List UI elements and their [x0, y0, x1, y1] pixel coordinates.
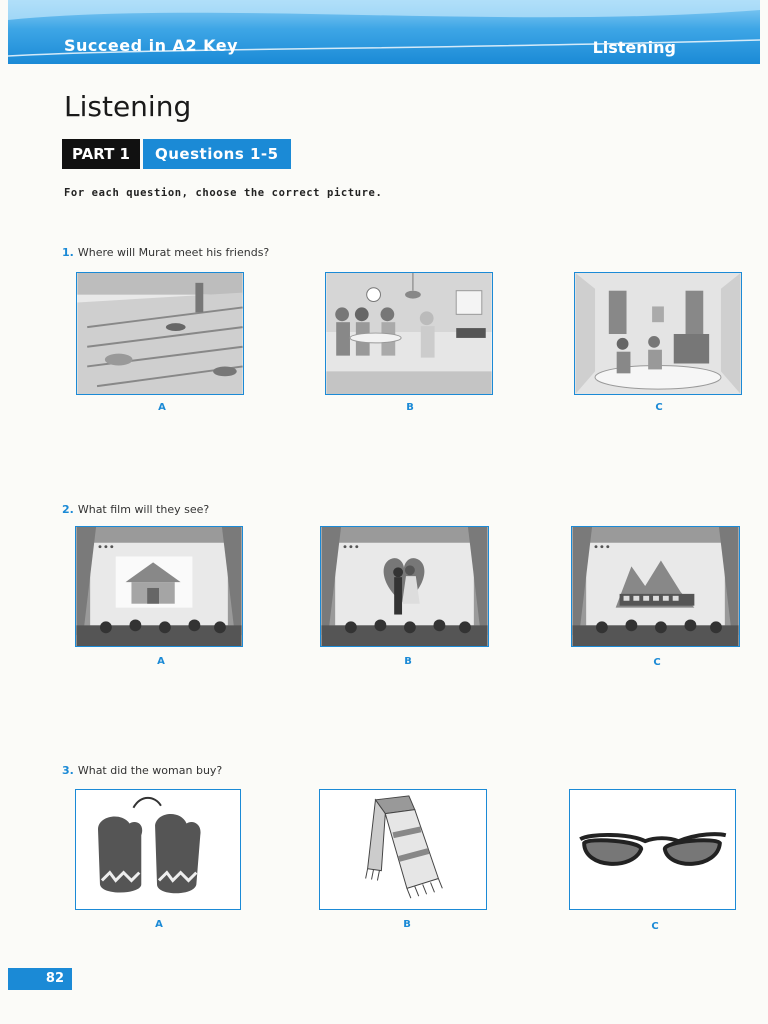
question-3: [62, 764, 222, 777]
option-letter: A: [155, 919, 163, 930]
option-letter: C: [651, 921, 659, 932]
question-text: What film will they see?: [77, 503, 210, 516]
option-letter: B: [403, 919, 411, 930]
q2-option-a-cabin-film-picture[interactable]: [75, 526, 243, 647]
q1-option-a-swimming-pool-picture[interactable]: [76, 272, 244, 395]
q1-option-c-living-room-picture[interactable]: [574, 272, 742, 395]
page-header: [8, 0, 760, 64]
question-text: Where will Murat meet his friends?: [77, 246, 270, 259]
page-title: Listening: [64, 90, 192, 123]
option-letter: B: [406, 402, 414, 413]
option-letter: B: [404, 656, 412, 667]
q3-option-a-mittens-picture[interactable]: [75, 789, 241, 910]
question-2: [62, 503, 209, 516]
option-letter: C: [653, 657, 661, 668]
question-text: What did the woman buy?: [77, 764, 223, 777]
option-letter: C: [655, 402, 663, 413]
part-number: PART 1: [62, 139, 140, 169]
q3-option-c-sunglasses-picture[interactable]: [569, 789, 736, 910]
q2-option-c-train-film-picture[interactable]: [571, 526, 740, 647]
part-label: [62, 139, 291, 169]
section-title: Listening: [592, 38, 676, 57]
page-number: 82: [8, 968, 72, 990]
q3-option-b-scarf-picture[interactable]: [319, 789, 487, 910]
q2-option-b-romance-film-picture[interactable]: [320, 526, 489, 647]
q1-option-b-cafe-picture[interactable]: [325, 272, 493, 395]
option-letter: A: [158, 402, 166, 413]
question-number: 1.: [62, 246, 74, 259]
questions-range: Questions 1-5: [143, 139, 291, 169]
question-number: 3.: [62, 764, 74, 777]
instruction-text: For each question, choose the correct picture.: [64, 187, 383, 199]
question-1: [62, 246, 269, 259]
book-title: Succeed in A2 Key: [64, 36, 239, 55]
question-number: 2.: [62, 503, 74, 516]
option-letter: A: [157, 656, 165, 667]
